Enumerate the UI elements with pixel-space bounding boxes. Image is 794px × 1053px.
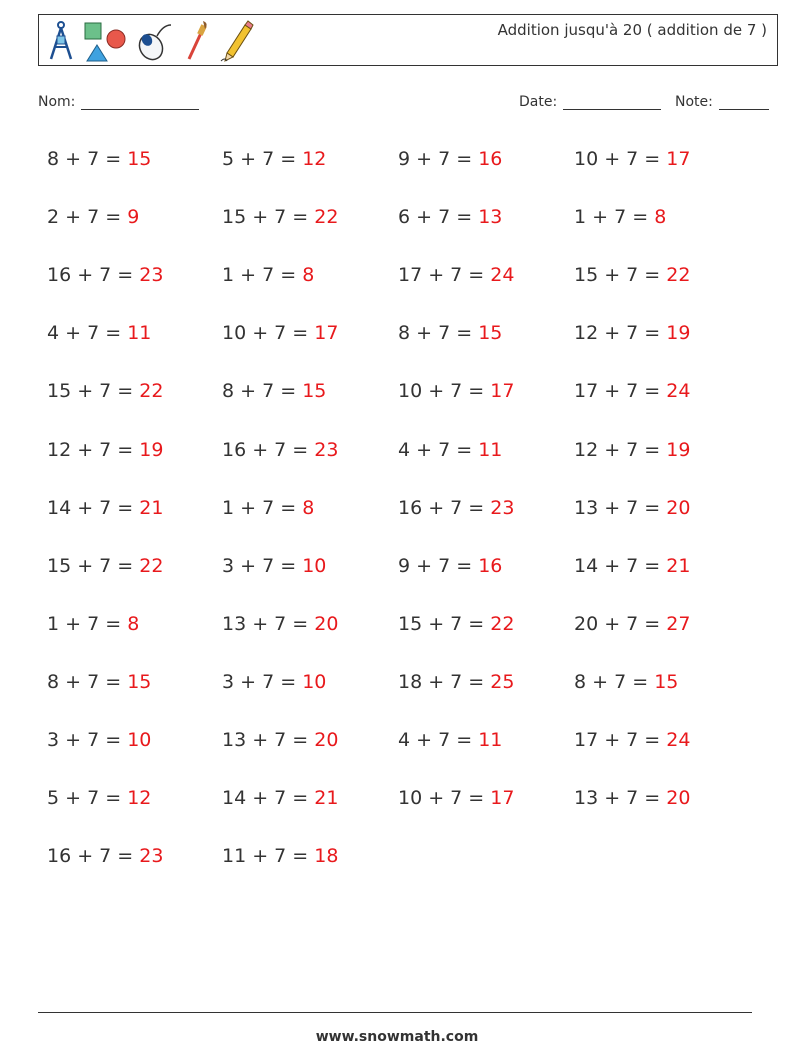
problem-answer: 12 xyxy=(127,787,152,810)
problem-answer: 17 xyxy=(490,787,515,810)
problem-answer: 24 xyxy=(666,729,691,751)
problem-answer: 20 xyxy=(314,729,339,751)
problem-question: 16 + 7 = xyxy=(47,264,140,287)
problem-item xyxy=(574,264,690,286)
problem-question: 8 + 7 = xyxy=(222,380,303,403)
problem-question: 16 + 7 = xyxy=(222,438,315,461)
problem-item xyxy=(222,613,338,635)
problem-answer: 8 xyxy=(127,612,140,635)
problem-item xyxy=(222,555,326,577)
problem-answer: 19 xyxy=(666,438,691,461)
problem-question: 16 + 7 = xyxy=(398,496,491,519)
problem-answer: 8 xyxy=(302,264,315,287)
problem-question: 13 + 7 = xyxy=(574,787,667,810)
date-field xyxy=(519,94,661,110)
problem-item xyxy=(47,439,163,461)
problem-question: 12 + 7 = xyxy=(574,438,667,461)
problem-answer: 21 xyxy=(314,787,339,810)
problem-item xyxy=(398,729,502,751)
problem-item xyxy=(574,322,690,344)
problem-item xyxy=(398,380,514,402)
worksheet-title: Addition jusqu'à 20 ( addition de 7 ) xyxy=(497,21,767,39)
problem-answer: 21 xyxy=(139,496,164,519)
problem-question: 15 + 7 = xyxy=(47,380,140,403)
problem-answer: 22 xyxy=(666,264,691,287)
problem-question: 14 + 7 = xyxy=(574,554,667,577)
note-label: Note: xyxy=(675,94,713,110)
problem-answer: 23 xyxy=(314,438,339,461)
name-line[interactable] xyxy=(81,94,199,110)
problem-item xyxy=(574,555,690,577)
problem-question: 10 + 7 = xyxy=(222,322,315,345)
problem-answer: 24 xyxy=(490,264,515,287)
problem-question: 20 + 7 = xyxy=(574,612,667,635)
problem-answer: 16 xyxy=(478,148,503,170)
note-field xyxy=(675,94,769,110)
problem-question: 4 + 7 = xyxy=(398,729,479,751)
problem-item xyxy=(222,148,326,170)
problem-question: 14 + 7 = xyxy=(222,787,315,810)
problem-question: 10 + 7 = xyxy=(398,380,491,403)
problem-item xyxy=(222,787,338,809)
problem-item xyxy=(398,613,514,635)
problem-item xyxy=(574,148,690,170)
problem-question: 5 + 7 = xyxy=(222,148,303,170)
problem-answer: 16 xyxy=(478,554,503,577)
problem-item xyxy=(222,322,338,344)
problem-question: 1 + 7 = xyxy=(574,206,655,229)
problem-item xyxy=(398,555,502,577)
problem-answer: 13 xyxy=(478,206,503,229)
problem-answer: 8 xyxy=(654,206,667,229)
problem-answer: 15 xyxy=(127,670,152,693)
paintbrush-icon xyxy=(183,19,211,63)
problem-question: 8 + 7 = xyxy=(574,670,655,693)
problem-answer: 20 xyxy=(666,787,691,810)
problem-question: 13 + 7 = xyxy=(222,612,315,635)
problem-answer: 23 xyxy=(490,496,515,519)
problem-question: 15 + 7 = xyxy=(574,264,667,287)
problem-item xyxy=(574,787,690,809)
problem-item xyxy=(398,787,514,809)
problem-question: 15 + 7 = xyxy=(398,612,491,635)
problem-question: 3 + 7 = xyxy=(47,729,128,751)
problem-question: 1 + 7 = xyxy=(47,612,128,635)
problem-item xyxy=(398,497,514,519)
problem-answer: 23 xyxy=(139,264,164,287)
problem-answer: 10 xyxy=(302,670,327,693)
shapes-icon xyxy=(83,19,127,63)
problem-question: 13 + 7 = xyxy=(222,729,315,751)
problem-item xyxy=(47,264,163,286)
problem-answer: 11 xyxy=(127,322,152,345)
problem-question: 12 + 7 = xyxy=(574,322,667,345)
problem-answer: 18 xyxy=(314,845,339,868)
problem-answer: 20 xyxy=(666,496,691,519)
problem-question: 2 + 7 = xyxy=(47,206,128,229)
icon-strip xyxy=(47,18,263,64)
problem-answer: 17 xyxy=(314,322,339,345)
problem-question: 10 + 7 = xyxy=(398,787,491,810)
problem-item xyxy=(222,380,326,402)
problem-answer: 10 xyxy=(127,729,152,751)
problem-item xyxy=(398,439,502,461)
problem-answer: 17 xyxy=(490,380,515,403)
problem-question: 5 + 7 = xyxy=(47,787,128,810)
problem-item xyxy=(398,206,502,228)
problem-item xyxy=(222,729,338,751)
problem-answer: 22 xyxy=(314,206,339,229)
problem-answer: 22 xyxy=(139,554,164,577)
problem-item xyxy=(222,497,314,519)
problem-item xyxy=(47,729,151,751)
problem-answer: 8 xyxy=(302,496,315,519)
problem-answer: 15 xyxy=(302,380,327,403)
footer-divider xyxy=(38,1012,752,1013)
problem-item xyxy=(398,322,502,344)
problem-item xyxy=(47,497,163,519)
footer-url: www.snowmath.com xyxy=(315,1029,479,1045)
problem-question: 14 + 7 = xyxy=(47,496,140,519)
problem-answer: 19 xyxy=(139,438,164,461)
problem-item xyxy=(47,322,151,344)
problem-item xyxy=(47,555,163,577)
problem-item xyxy=(398,148,502,170)
problem-question: 4 + 7 = xyxy=(398,438,479,461)
problem-question: 9 + 7 = xyxy=(398,554,479,577)
problem-item xyxy=(47,845,163,867)
problem-answer: 22 xyxy=(490,612,515,635)
problem-question: 8 + 7 = xyxy=(47,148,128,170)
problem-answer: 20 xyxy=(314,612,339,635)
note-line[interactable] xyxy=(719,94,769,110)
problem-question: 3 + 7 = xyxy=(222,554,303,577)
problem-item xyxy=(47,380,163,402)
problem-question: 1 + 7 = xyxy=(222,496,303,519)
mouse-icon xyxy=(135,19,175,63)
problem-item xyxy=(222,671,326,693)
problem-answer: 15 xyxy=(654,670,679,693)
problem-question: 17 + 7 = xyxy=(574,729,667,751)
problem-item xyxy=(47,148,151,170)
problem-item xyxy=(47,206,139,228)
problem-item xyxy=(47,613,139,635)
problem-item xyxy=(222,439,338,461)
problem-item xyxy=(222,845,338,867)
problem-item xyxy=(574,380,690,402)
problem-question: 1 + 7 = xyxy=(222,264,303,287)
problem-question: 10 + 7 = xyxy=(574,148,667,170)
problem-question: 18 + 7 = xyxy=(398,670,491,693)
problem-answer: 21 xyxy=(666,554,691,577)
problem-item xyxy=(574,206,666,228)
problem-answer: 25 xyxy=(490,670,515,693)
problem-item xyxy=(222,206,338,228)
problem-question: 13 + 7 = xyxy=(574,496,667,519)
problem-answer: 9 xyxy=(127,206,140,229)
name-label: Nom: xyxy=(38,94,76,110)
problem-answer: 19 xyxy=(666,322,691,345)
problem-question: 9 + 7 = xyxy=(398,148,479,170)
problem-question: 6 + 7 = xyxy=(398,206,479,229)
problem-item xyxy=(222,264,314,286)
pencil-icon xyxy=(219,19,255,63)
problem-item xyxy=(574,729,690,751)
problem-question: 16 + 7 = xyxy=(47,845,140,868)
problem-question: 11 + 7 = xyxy=(222,845,315,868)
header-box xyxy=(38,14,778,66)
problem-item xyxy=(47,671,151,693)
date-label: Date: xyxy=(519,94,558,110)
problem-question: 4 + 7 = xyxy=(47,322,128,345)
problem-question: 3 + 7 = xyxy=(222,670,303,693)
problem-answer: 17 xyxy=(666,148,691,170)
problem-question: 15 + 7 = xyxy=(222,206,315,229)
problem-item xyxy=(398,264,514,286)
problem-question: 17 + 7 = xyxy=(574,380,667,403)
problem-answer: 12 xyxy=(302,148,327,170)
problem-answer: 11 xyxy=(478,729,503,751)
date-line[interactable] xyxy=(563,94,661,110)
problem-question: 15 + 7 = xyxy=(47,554,140,577)
name-field xyxy=(38,94,199,110)
problem-answer: 11 xyxy=(478,438,503,461)
problem-item xyxy=(574,613,690,635)
problem-question: 8 + 7 = xyxy=(398,322,479,345)
problem-question: 12 + 7 = xyxy=(47,438,140,461)
problem-item xyxy=(574,671,678,693)
problem-item xyxy=(574,439,690,461)
compass-icon xyxy=(47,19,75,63)
problem-item xyxy=(574,497,690,519)
problem-item xyxy=(398,671,514,693)
problem-question: 17 + 7 = xyxy=(398,264,491,287)
problem-answer: 15 xyxy=(127,148,152,170)
problem-answer: 27 xyxy=(666,612,691,635)
problem-answer: 22 xyxy=(139,380,164,403)
problem-item xyxy=(47,787,151,809)
problem-question: 8 + 7 = xyxy=(47,670,128,693)
problem-answer: 15 xyxy=(478,322,503,345)
problem-answer: 23 xyxy=(139,845,164,868)
problem-answer: 10 xyxy=(302,554,327,577)
problem-answer: 24 xyxy=(666,380,691,403)
